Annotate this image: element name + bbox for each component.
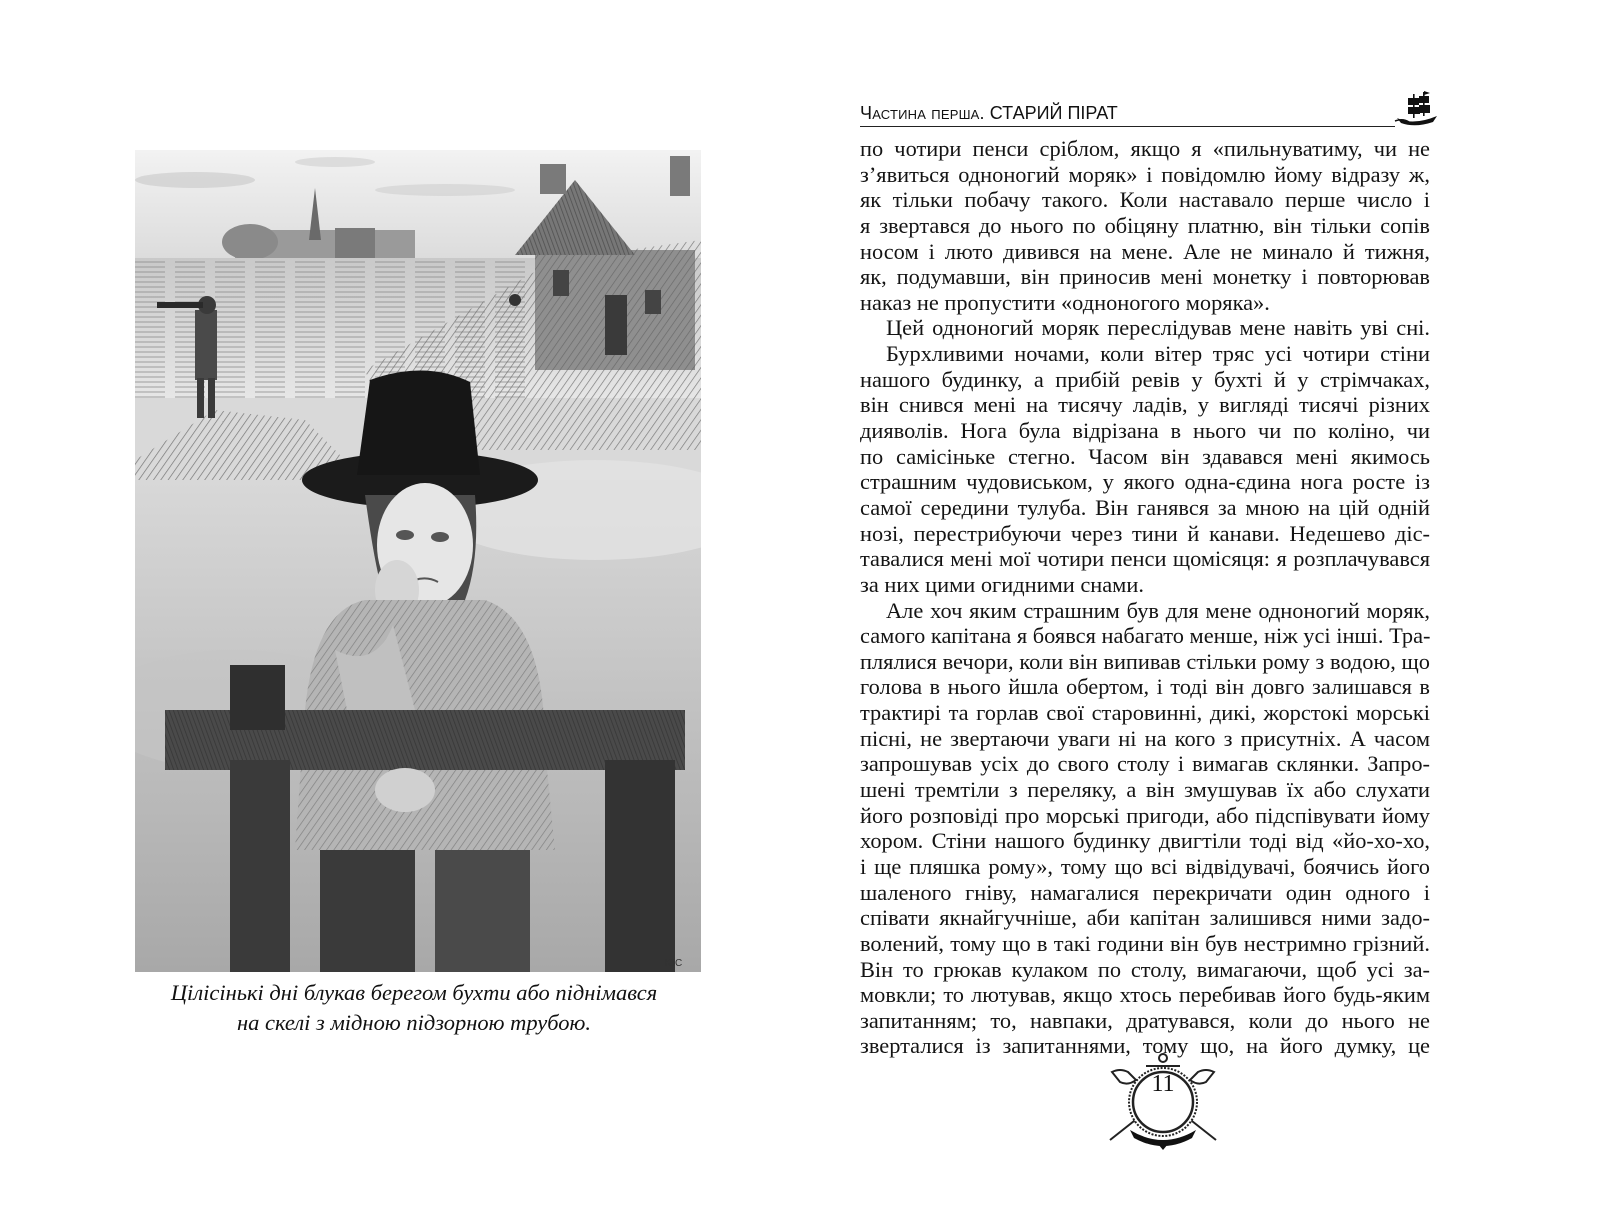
text-line: як, подумавши, він приносив мені монетку і повторював (860, 264, 1430, 290)
text-line: Цей одноногий моряк переслідував мене навіть уві сні. (886, 315, 1430, 341)
text-line: трактирі та горлав свої старовинні, дикі, жорстокі морські (860, 700, 1430, 726)
text-line: як тільки побачу такого. Коли наставало перше число і (860, 187, 1430, 213)
illustration-caption (140, 978, 688, 1038)
text-line: шені тремтіли з переляку, а він змушував їх або слухати (860, 777, 1430, 803)
text-line: дияволів. Нога була відрізана в нього чи по коліно, чи (860, 418, 1430, 444)
running-head (860, 100, 1395, 127)
text-line: тавалися мені мої чотири пенси щомісяця: я розплачувався (860, 546, 1430, 572)
text-line: по чотири пенси сріблом, якщо я «пильнуватиму, чи не (860, 136, 1430, 161)
chapter-title: СТАРИЙ ПІРАТ (989, 103, 1118, 123)
text-line: нашого будинку, а прибій ревів у бухті й у стрімчаках, (860, 366, 1430, 392)
text-line: по самісіньке стегно. Часом він здавався мені якимось (860, 443, 1430, 469)
body-text (860, 136, 1430, 1059)
text-line: запрошував усіх до свого столу і вимагав склянки. Запро- (860, 751, 1430, 777)
text-line: самого капітана я боявся набагато менше, ніж усі інші. Тра- (860, 623, 1431, 649)
part-label: Частина перша. (860, 103, 985, 123)
text-line: нозі, перестрибуючи через тини й канави. Недешево діс- (860, 520, 1430, 546)
text-line: запитанням; то, навпаки, дратувався, коли до нього не (860, 1007, 1430, 1033)
text-line: з’явиться одноногий моряк» і повідомлю йому відразу ж, (860, 161, 1430, 187)
artist-signature: ЮС (665, 958, 683, 969)
text-line: голова в нього йшла обертом, і тоді він довго залишався в (860, 674, 1430, 700)
text-line: Він то грюкав кулаком по столу, вимагаючи, щоб усі за- (860, 956, 1430, 982)
text-line: зверталися із запитаннями, тому що, на його думку, це (860, 1033, 1430, 1059)
text-line: і ще пляшка рому», тому що всі відвідувачі, боячись його (860, 853, 1430, 879)
text-line: Бурхливими ночами, коли вітер тряс усі чотири стіни (886, 341, 1430, 367)
text-line: співати якнайгучніше, аби капітан залишився ними задо- (860, 905, 1430, 931)
text-line: він снився мені на тисячу ладів, у вигляді тисячі різних (860, 392, 1430, 418)
text-line: його розповіді про морські пригоди, або підспівувати йому (860, 802, 1430, 828)
text-line: пісні, не звертаючи уваги ні на кого з присутніх. А часом (860, 725, 1430, 751)
caption-line: Цілісінькі дні блукав берегом бухти або піднімався (170, 980, 658, 1005)
text-line: хором. Стіни нашого будинку двигтіли тоді від «йо-хо-хо, (860, 828, 1430, 854)
text-line: страшним чудовиськом, у якого одна-єдина нога росте із (860, 469, 1430, 495)
page-number: 11 (1151, 1071, 1175, 1097)
text-line: мовкли; то лютував, якщо хтось перебивав його будь-яким (860, 982, 1430, 1008)
text-line: шаленого гніву, намагалися перекричати один одного і (860, 879, 1430, 905)
text-line: плялися вечори, коли він випивав стільки рому з водою, що (860, 648, 1430, 674)
text-line: я звертався до нього по обіцяну платню, він тільки сопів (860, 212, 1430, 238)
sailing-ship-icon (1393, 88, 1441, 128)
text-line: волений, тому що в такі години він був нестримно грізний. (860, 930, 1430, 956)
text-line: носом і люто дивився на мене. Але не минало й тижня, (860, 238, 1430, 264)
text-line: самої середини тулуба. Він ганявся за мною на цій одній (860, 494, 1430, 520)
caption-line: на скелі з мідною підзорною трубою. (236, 1010, 592, 1035)
text-line: наказ не пропустити «одноногого моряка». (860, 289, 1270, 315)
illustration-boy-with-hat (135, 150, 701, 972)
text-line: Але хоч яким страшним був для мене одноногий моряк, (886, 597, 1430, 623)
text-line: за них цими огидними снами. (860, 571, 1144, 597)
illustration-artwork (135, 150, 701, 972)
